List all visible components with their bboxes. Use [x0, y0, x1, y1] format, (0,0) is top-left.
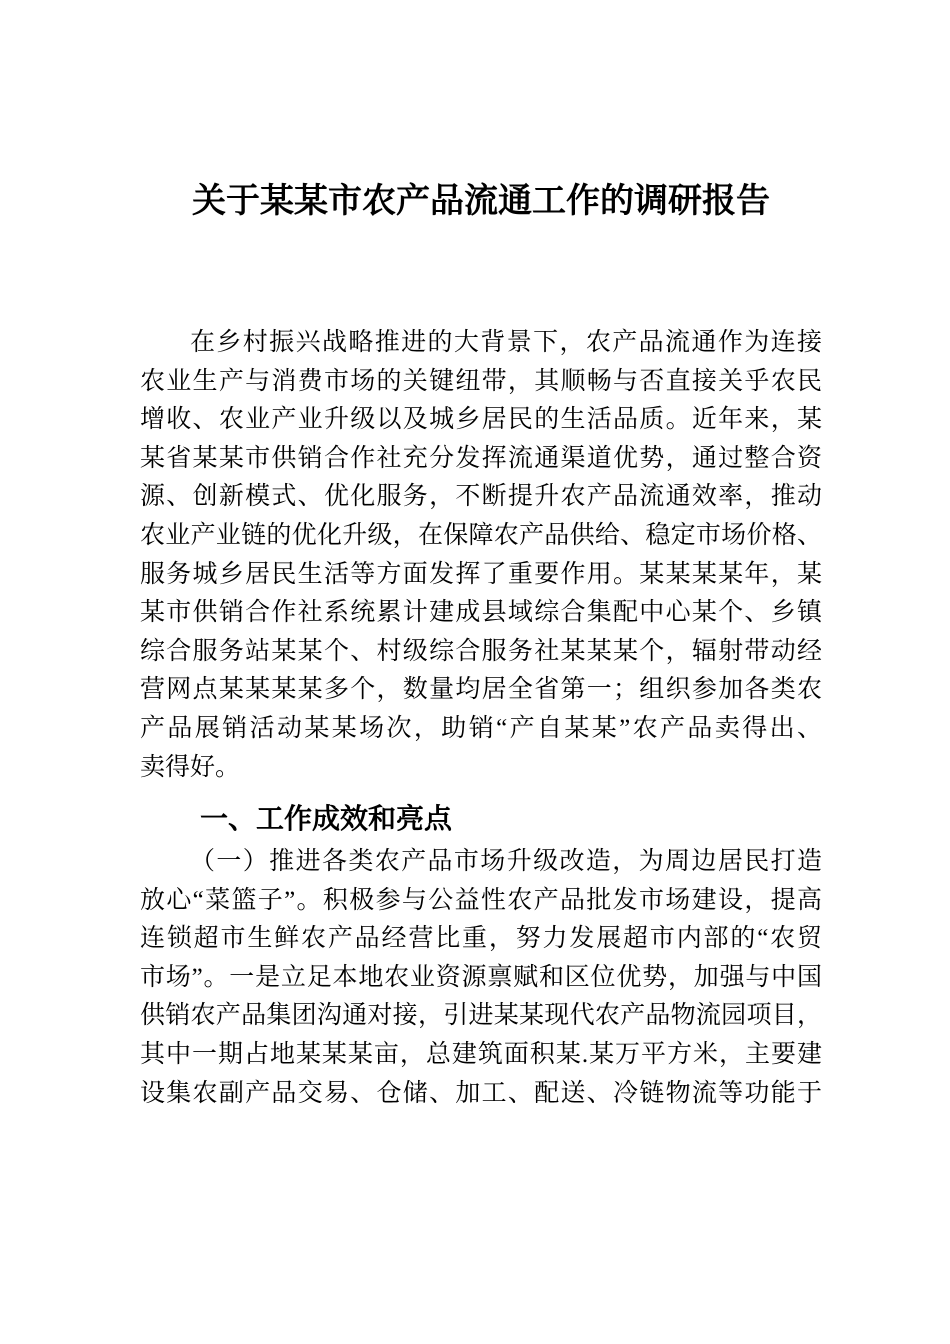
paragraph-line: 卖得好。 — [140, 753, 241, 781]
section-one-paragraph — [140, 843, 822, 1113]
paragraph-line: 农业产业链的优化升级，在保障农产品供给、稳定市场价格、 — [140, 521, 822, 549]
paragraph-line: 连锁超市生鲜农产品经营比重，努力发展超市内部的“农贸 — [140, 925, 822, 953]
paragraph-line: 市场”。一是立足本地农业资源禀赋和区位优势，加强与中国 — [140, 963, 822, 991]
paragraph-line: 在乡村振兴战略推进的大背景下，农产品流通作为连接 — [190, 329, 822, 356]
paragraph-line: 某市供销合作社系统累计建成县域综合集配中心某个、乡镇 — [140, 599, 822, 627]
paragraph-line: 服务城乡居民生活等方面发挥了重要作用。某某某某年，某 — [140, 560, 822, 588]
section-heading: 一、工作成效和亮点 — [200, 803, 453, 834]
paragraph-line: 某省某某市供销合作社充分发挥流通渠道优势，通过整合资 — [140, 444, 822, 472]
paragraph-line: 设集农副产品交易、仓储、加工、配送、冷链物流等功能于 — [140, 1079, 822, 1107]
paragraph-line: 源、创新模式、优化服务，不断提升农产品流通效率，推动 — [140, 483, 822, 511]
paragraph-line: 增收、农业产业升级以及城乡居民的生活品质。近年来，某 — [140, 406, 822, 434]
intro-paragraph — [140, 324, 822, 787]
document-title: 关于某某市农产品流通工作的调研报告 — [192, 183, 770, 220]
paragraph-line: 放心“菜篮子”。积极参与公益性农产品批发市场建设，提高 — [140, 886, 822, 914]
paragraph-line: 综合服务站某某个、村级综合服务社某某某个，辐射带动经 — [140, 637, 822, 665]
paragraph-line: 农业生产与消费市场的关键纽带，其顺畅与否直接关乎农民 — [140, 367, 822, 395]
paragraph-line: 产品展销活动某某场次，助销“产自某某”农产品卖得出、 — [140, 714, 822, 742]
paragraph-line: （一）推进各类农产品市场升级改造，为周边居民打造 — [190, 848, 822, 875]
paragraph-line: 营网点某某某某多个，数量均居全省第一；组织参加各类农 — [140, 676, 822, 704]
paragraph-line: 供销农产品集团沟通对接，引进某某现代农产品物流园项目， — [140, 1002, 822, 1030]
paragraph-line: 其中一期占地某某某亩，总建筑面积某.某万平方米，主要建 — [140, 1040, 822, 1068]
